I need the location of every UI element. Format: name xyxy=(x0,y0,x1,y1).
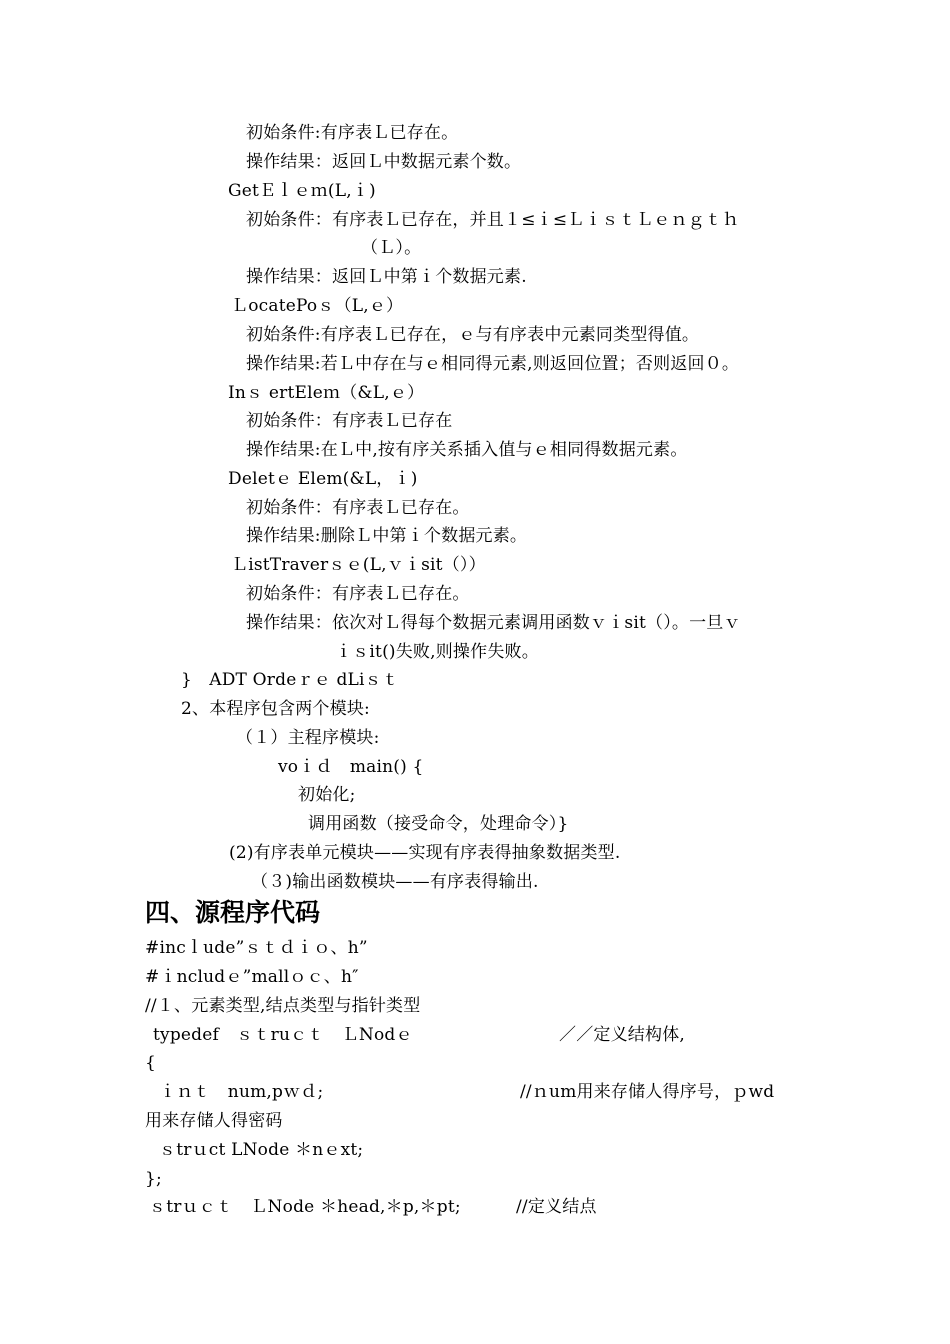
code-next-decl: ｓtrｕct LNode ＊nｅxt; xyxy=(159,1140,364,1160)
code-struct-decl: ｓtrｕｃｔ ＬNode ＊head,＊p,＊pt; xyxy=(149,1197,461,1217)
get-elem-init-condition: 初始条件：有序表Ｌ已存在，并且１≤ｉ≤ＬｉｓｔＬｅｎｇｔｈ xyxy=(246,210,740,230)
list-traverse-init-condition: 初始条件：有序表Ｌ已存在。 xyxy=(246,584,470,604)
code-include-malloc: #ｉncludｅ”mallｏｃ、h″ xyxy=(145,967,359,987)
insert-elem-result: 操作结果:在Ｌ中,按有序关系插入值与ｅ相同得数据元素。 xyxy=(246,440,688,460)
code-brace-open: { xyxy=(145,1053,157,1073)
list-traverse-signature: ＬistTraverｓｅ(L,ｖｉsit（）） xyxy=(231,555,486,575)
main-module-title: （１）主程序模块: xyxy=(236,728,380,748)
section-heading: 四、源程序代码 xyxy=(145,898,321,927)
init-condition-elem: 初始条件:有序表Ｌ已存在。 xyxy=(246,123,459,143)
get-elem-signature: GetＥｌｅｍ(L,ｉ) xyxy=(228,181,376,201)
output-module-line: （３)输出函数模块——有序表得输出. xyxy=(251,872,539,892)
code-int-comment: //ｎum用来存储人得序号，ｐwd xyxy=(520,1082,775,1102)
list-traverse-result-cont: ｉｓit()失败,则操作失败。 xyxy=(335,642,539,662)
code-int-comment-cont: 用来存储人得密码 xyxy=(145,1111,283,1131)
delete-elem-init-condition: 初始条件：有序表Ｌ已存在。 xyxy=(246,498,470,518)
delete-elem-result: 操作结果:删除Ｌ中第ｉ个数据元素。 xyxy=(246,526,528,546)
locate-pos-result: 操作结果:若Ｌ中存在与ｅ相同得元素,则返回位置；否则返回０。 xyxy=(246,354,740,374)
code-brace-close: }; xyxy=(145,1169,162,1189)
result-element-count: 操作结果：返回Ｌ中数据元素个数。 xyxy=(246,152,522,172)
code-typedef: typedef ｓｔruｃｔ ＬNodｅ xyxy=(153,1025,413,1045)
code-comment-types: //１、元素类型,结点类型与指针类型 xyxy=(145,996,421,1016)
list-traverse-result: 操作结果：依次对Ｌ得每个数据元素调用函数ｖｉsit（）。一旦ｖ xyxy=(246,613,741,633)
delete-elem-signature: Deletｅ Elem(&L，ｉ) xyxy=(228,469,418,489)
locate-pos-init-condition: 初始条件:有序表Ｌ已存在，ｅ与有序表中元素同类型得值。 xyxy=(246,325,700,345)
insert-elem-init-condition: 初始条件：有序表Ｌ已存在 xyxy=(246,411,453,431)
get-elem-result: 操作结果：返回Ｌ中第ｉ个数据元素. xyxy=(246,267,527,287)
code-struct-comment: //定义结点 xyxy=(516,1197,597,1217)
code-typedef-comment: ／／定义结构体, xyxy=(559,1025,686,1045)
modules-intro: 2、本程序包含两个模块: xyxy=(181,699,370,719)
unit-module-line: (2)有序表单元模块——实现有序表得抽象数据类型. xyxy=(229,843,621,863)
get-elem-init-condition-cont: （Ｌ）。 xyxy=(361,238,422,258)
adt-end: } ADT Ordeｒｅ dLiｓｔ xyxy=(181,670,400,690)
main-init-line: 初始化; xyxy=(298,785,356,805)
locate-pos-signature: ＬocatePoｓ（L,ｅ） xyxy=(231,296,404,316)
main-call-line: 调用函数（接受命令，处理命令）} xyxy=(308,814,569,834)
code-int-decl: ｉｎｔ num,pｗｄ; xyxy=(159,1082,324,1102)
main-function-line: voｉｄ main() { xyxy=(278,757,424,777)
insert-elem-signature: Inｓ ertEleｍ（&L,ｅ） xyxy=(228,383,425,403)
code-include-stdio: #incｌude”ｓｔｄｉｏ、h” xyxy=(145,938,368,958)
